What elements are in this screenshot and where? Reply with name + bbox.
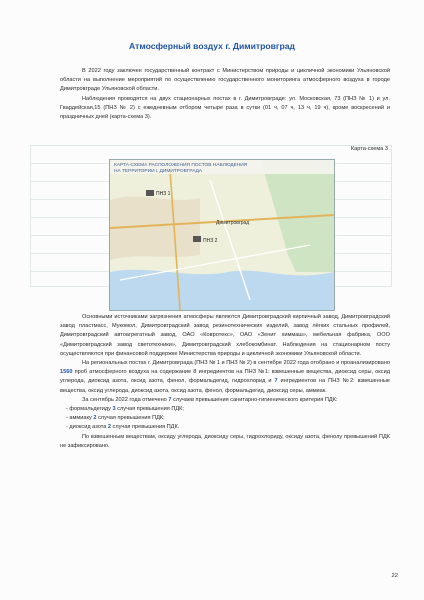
map-title-line1: КАРТА-СХЕМА РАСПОЛОЖЕНИЯ ПОСТОВ НАБЛЮДЕНИЯ bbox=[114, 163, 248, 168]
paragraph-samples: На региональных постах г. Димитровграда (ПНЗ № 1 и ПНЗ № 2) в сентябре 2022 года отобрано и проанализировано 1560 проб атмосферного воздуха на содержание 8 ингредиентов на ПНЗ №1: взвешенные вещества, диоксид серы, оксид углерода, диоксид азота, оксид азота, фенол, формальдегид, гидрохлорид и 7 ингредиентов на ПНЗ №2: взвешенные вещества, оксид углерода, диоксид азота, оксид азота, фенол, формальдегид, диоксид серы, аммиак. bbox=[60, 360, 390, 394]
paragraph-exceedances: За сентябрь 2022 года отмечено 7 случаев превышения санитарно-гигиенического критерия ПДК: bbox=[82, 396, 338, 403]
paragraph-contract: В 2022 году заключен государственный контракт с Министерством природы и цикличной экономики Ульяновской области на выполнение мероприятий по осуществлению государственного мониторинга атмосферного воздуха в городе Димитровграде Ульяновской области. bbox=[60, 68, 390, 93]
paragraph-no-exceedance: По взвешенным веществам, оксиду углерода, диоксиду серы, гидрохлориду, оксиду азота, фенолу превышений ПДК не зафиксировано. bbox=[60, 433, 390, 449]
post-1-marker bbox=[146, 190, 171, 197]
post-2-label: ПНЗ 2 bbox=[203, 238, 218, 244]
map-title-line2: НА ТЕРРИТОРИИ г. ДИМИТРОВГРАДА bbox=[114, 169, 203, 174]
body-text bbox=[60, 313, 390, 451]
ingredients-count: 7 bbox=[274, 378, 278, 385]
page-title: Атмосферный воздух г. Димитровград bbox=[129, 41, 295, 51]
city-label: Димитровград bbox=[216, 220, 250, 226]
list-item: - формальдегиду 3 случая превышения ПДК; bbox=[66, 406, 184, 413]
urban-area bbox=[110, 196, 200, 260]
map-caption: Карта-схема 3 bbox=[350, 146, 388, 152]
map-figure bbox=[109, 159, 335, 311]
exceedance-count: 7 bbox=[168, 396, 172, 403]
paragraph-posts: Наблюдения проводятся на двух стационарных постах в г. Димитровграде: ул. Московская, 73 (ПНЗ № 1) и ул. Гвардейская,15 (ПНЗ № 2) с ежедневным отбором четыре раза в сутки (01 ч, 07 ч, 13 ч, 19 ч), кроме воскресений и праздничных дней (карта-схема 3). bbox=[60, 95, 390, 121]
exceedance-list bbox=[60, 405, 390, 433]
list-item: - диоксид азота 2 случая превышения ПДК. bbox=[66, 424, 180, 431]
page-number: 22 bbox=[391, 573, 398, 579]
intro-text bbox=[60, 67, 390, 122]
paragraph-sources: Основными источниками загрязнения атмосферы являются Димитровградский кирпичный завод, Димитровградский завод пластмасс, Мукомол, Димитровградский завод резинотехнических изделий, завод лёгких стальных профилей, Димитровградский автоагрегатный завод, ОАО «Ковротекс», ОАО «Зенит химмаш», мебельная фабрика, ООО «Димитровградский завод светотехники», Димитровградский хлебокомбинат. Наблюдения на стационарном посту осуществляются при финансовой поддержке Министерства природы и цикличной экономики Ульяновской области. bbox=[60, 314, 390, 357]
list-item: - аммиаку 2 случая превышения ПДК; bbox=[66, 415, 165, 422]
post-1-label: ПНЗ 1 bbox=[156, 191, 171, 197]
samples-count: 1560 bbox=[60, 369, 73, 376]
